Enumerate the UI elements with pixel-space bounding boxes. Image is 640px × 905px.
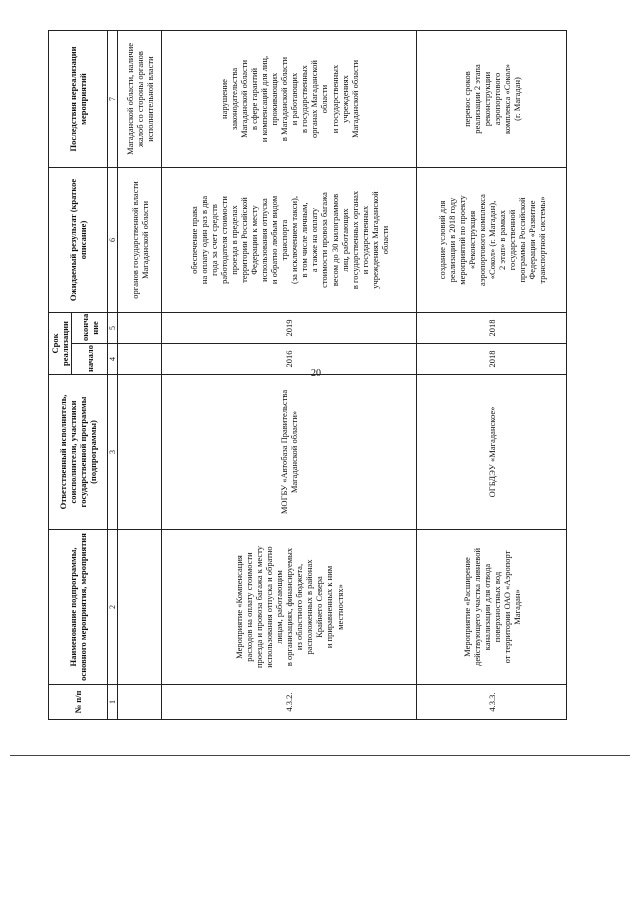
end-year: 2018 xyxy=(417,313,567,344)
measure-name: Мероприятие «Компенсация расходов на оплату стоимости проезда и провоза багажа к месту использования отпуска и обратно лицам, работающим в организациях, финансируемых из областного бюджета, расположенных в районах Крайнего Севера и приравненных к ним местностях» xyxy=(162,530,417,685)
column-number: 6 xyxy=(108,168,118,313)
continued-row xyxy=(118,31,162,720)
consequences: нарушение законодательства Магаданской области в сфере гарантий и компенсаций для лиц, проживающих в Магаданской области и работающих в государственных органах Магаданской области и государственных учреждениях Магаданской области xyxy=(162,31,417,168)
column-number: 5 xyxy=(108,313,118,344)
measure-name: Мероприятие «Расширение действующего участка ливневой канализации для отвода поверхностных вод от территории ОАО «Аэропорт Магадан» xyxy=(417,530,567,685)
measures-table xyxy=(48,30,567,720)
start-year: 2018 xyxy=(417,344,567,375)
end-year: 2019 xyxy=(162,313,417,344)
header-name: Наименование подпрограммы, основного мероприятия, мероприятия xyxy=(49,530,108,685)
table-row xyxy=(162,31,417,720)
header-start: начало xyxy=(72,344,108,375)
expected-result: обеспечение права на оплату один раз в два года за счет средств работодателя стоимости проезда в пределах территории Российской Федерации к месту использования отпуска и обратно любым видом транспорта (за исключением такси), в том числе личным, а также на оплату стоимости провоза багажа весом до 30 килограммов лиц, работающих в государственных органах и государственных учреждениях Магаданской области xyxy=(162,168,417,313)
page-divider xyxy=(10,755,630,756)
header-no: № п/п xyxy=(49,685,108,720)
header-executor: Ответственный исполнитель, соисполнители, участники государственной программы (подпрограммы) xyxy=(49,375,108,530)
column-number: 2 xyxy=(108,530,118,685)
page-number: 20 xyxy=(311,368,321,379)
measures-table-rotated xyxy=(48,30,578,720)
header-consequences: Последствия нереализации мероприятий xyxy=(49,31,108,168)
header-end: оконча ние xyxy=(72,313,108,344)
column-number: 1 xyxy=(108,685,118,720)
header-term-group: Срок реализации xyxy=(49,313,72,375)
expected-result: создание условий для реализации в 2018 году мероприятий по проекту «Реконструкция аэропортового комплекса «Сокол» (г. Магадан), 2 этап» в рамках государственной программы Российской Федерации «Развитие транспортной системы» xyxy=(417,168,567,313)
executor: ОГБДЭУ «Магаданское» xyxy=(417,375,567,530)
column-number-row xyxy=(108,31,118,720)
start-year: 2016 xyxy=(162,344,417,375)
column-number: 4 xyxy=(108,344,118,375)
continued-result: органов государственной власти Магаданской области xyxy=(118,168,162,313)
table-row xyxy=(417,31,567,720)
column-number: 3 xyxy=(108,375,118,530)
row-number: 4.3.2. xyxy=(162,685,417,720)
consequences: перенос сроков реализации 2 этапа реконструкции аэропортового комплекса «Сокол» (г. Магадан) xyxy=(417,31,567,168)
continued-consequences: Магаданской области, наличие жалоб со стороны органов исполнительной власти xyxy=(118,31,162,168)
header-row xyxy=(49,31,72,720)
column-number: 7 xyxy=(108,31,118,168)
executor: МОГБУ «Автобаза Правительства Магаданской области» xyxy=(162,375,417,530)
header-result: Ожидаемый результат (краткое описание) xyxy=(49,168,108,313)
row-number: 4.3.3. xyxy=(417,685,567,720)
